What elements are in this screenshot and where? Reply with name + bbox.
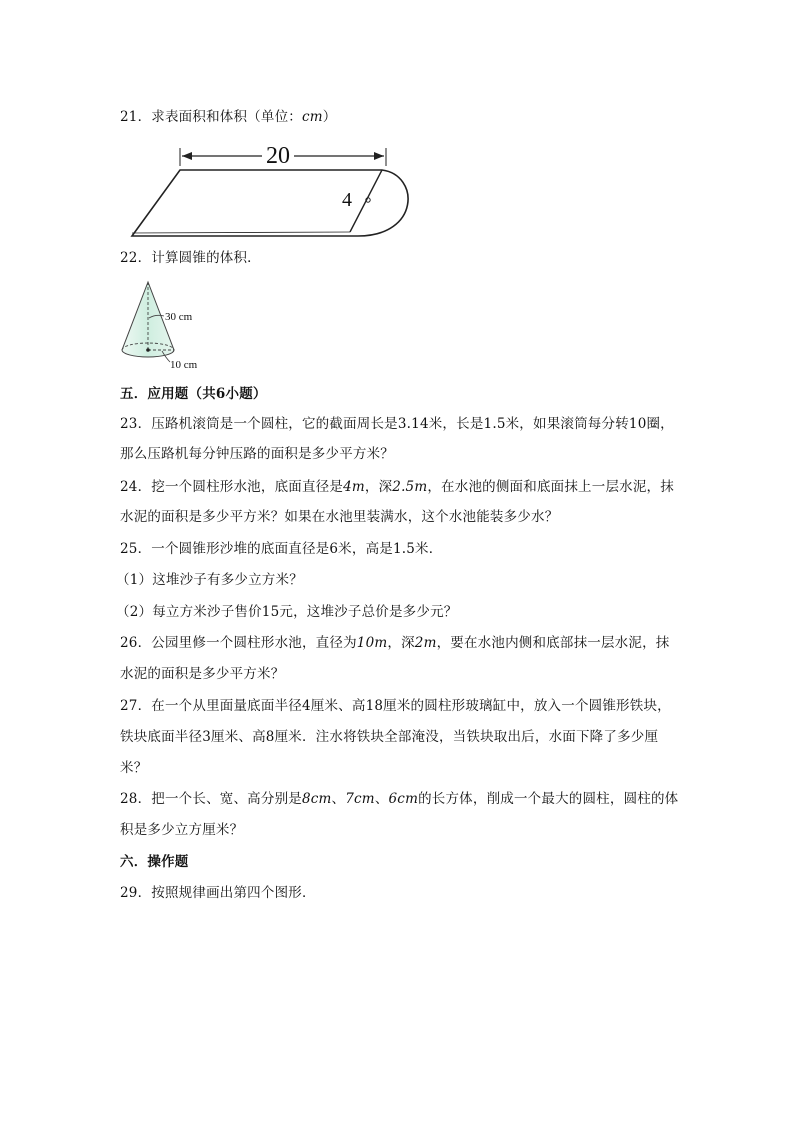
q24-depth: 2.5m [392, 479, 428, 495]
question-27-line2: 铁块底面半径3厘米、高8厘米．注水将铁块全部淹没，当铁块取出后，水面下降了多少厘 [120, 729, 659, 745]
q21-suffix: ） [322, 109, 337, 125]
half-cylinder-outline [132, 170, 408, 236]
question-21 [120, 107, 336, 127]
q24-text-e: ，在水池的侧面和底面抹上一层水泥，抹 [427, 479, 674, 495]
q24-text-a: 24．挖一个圆柱形水池，底面直径是 [120, 479, 344, 495]
q21-prefix: 21．求表面积和体积（单位： [120, 109, 302, 125]
question-23-line2: 那么压路机每分钟压路的面积是多少平方米？ [120, 446, 394, 462]
question-25-line1: 25．一个圆锥形沙堆的底面直径是6米，高是1.5米． [120, 541, 443, 557]
question-27-line3: 米？ [120, 760, 148, 776]
q28-width: 7cm [345, 791, 375, 807]
q28-length: 8cm [301, 791, 332, 807]
q28-height: 6cm [388, 791, 419, 807]
half-cylinder-figure [120, 140, 420, 244]
q28-text-a: 28．把一个长、宽、高分别是 [120, 791, 302, 807]
q26-text-e: ，要在水池内侧和底部抹一层水泥，抹 [436, 635, 670, 651]
q28-sep-2: 、 [374, 791, 389, 807]
cone-center-dot [146, 348, 150, 352]
q26-text-a: 26．公园里修一个圆柱形水池，直径为 [120, 635, 357, 651]
q26-text-c: ，深 [387, 635, 415, 651]
section-6-heading: 六．操作题 [120, 854, 189, 870]
question-27-line1: 27．在一个从里面量底面半径4厘米、高18厘米的圆柱形玻璃缸中，放入一个圆锥形铁块， [120, 698, 671, 714]
arrow-left [182, 152, 192, 160]
q28-sep-1: 、 [331, 791, 346, 807]
question-24-line1 [120, 477, 674, 497]
arrow-right [374, 152, 384, 160]
q26-depth: 2m [414, 635, 437, 651]
q21-unit: cm [301, 109, 323, 125]
question-23-line1: 23．压路机滚筒是一个圆柱，它的截面周长是3.14米，长是1.5米，如果滚筒每分转10圈， [120, 416, 674, 432]
question-26-line2: 水泥的面积是多少平方米？ [120, 666, 285, 682]
bottom-edge-inner [132, 232, 350, 233]
question-28-line2: 积是多少立方厘米？ [120, 822, 244, 838]
question-25-sub2: （2）每立方米沙子售价15元，这堆沙子总价是多少元？ [116, 604, 458, 620]
length-label: 20 [266, 143, 290, 169]
question-26-line1 [120, 633, 669, 653]
q26-diameter: 10m [356, 635, 388, 651]
question-29: 29．按照规律画出第四个图形． [120, 885, 316, 901]
q24-diameter: 4m [343, 479, 365, 495]
cone-height-label: 30 cm [165, 311, 193, 323]
diameter-label: 4 [342, 189, 352, 211]
q24-text-c: ，深 [364, 479, 393, 495]
question-28-line1 [120, 789, 678, 809]
cone-radius-label: 10 cm [170, 359, 198, 371]
question-22: 22．计算圆锥的体积． [120, 250, 261, 266]
question-25-sub1: （1）这堆沙子有多少立方米？ [116, 572, 303, 588]
question-24-line2: 水泥的面积是多少平方米？如果在水池里装满水，这个水池能装多少水？ [120, 509, 559, 525]
cone-figure [118, 278, 210, 372]
q28-text-g: 的长方体，削成一个最大的圆柱，圆柱的体 [418, 791, 679, 807]
section-5-heading: 五．应用题（共6小题） [120, 386, 267, 402]
